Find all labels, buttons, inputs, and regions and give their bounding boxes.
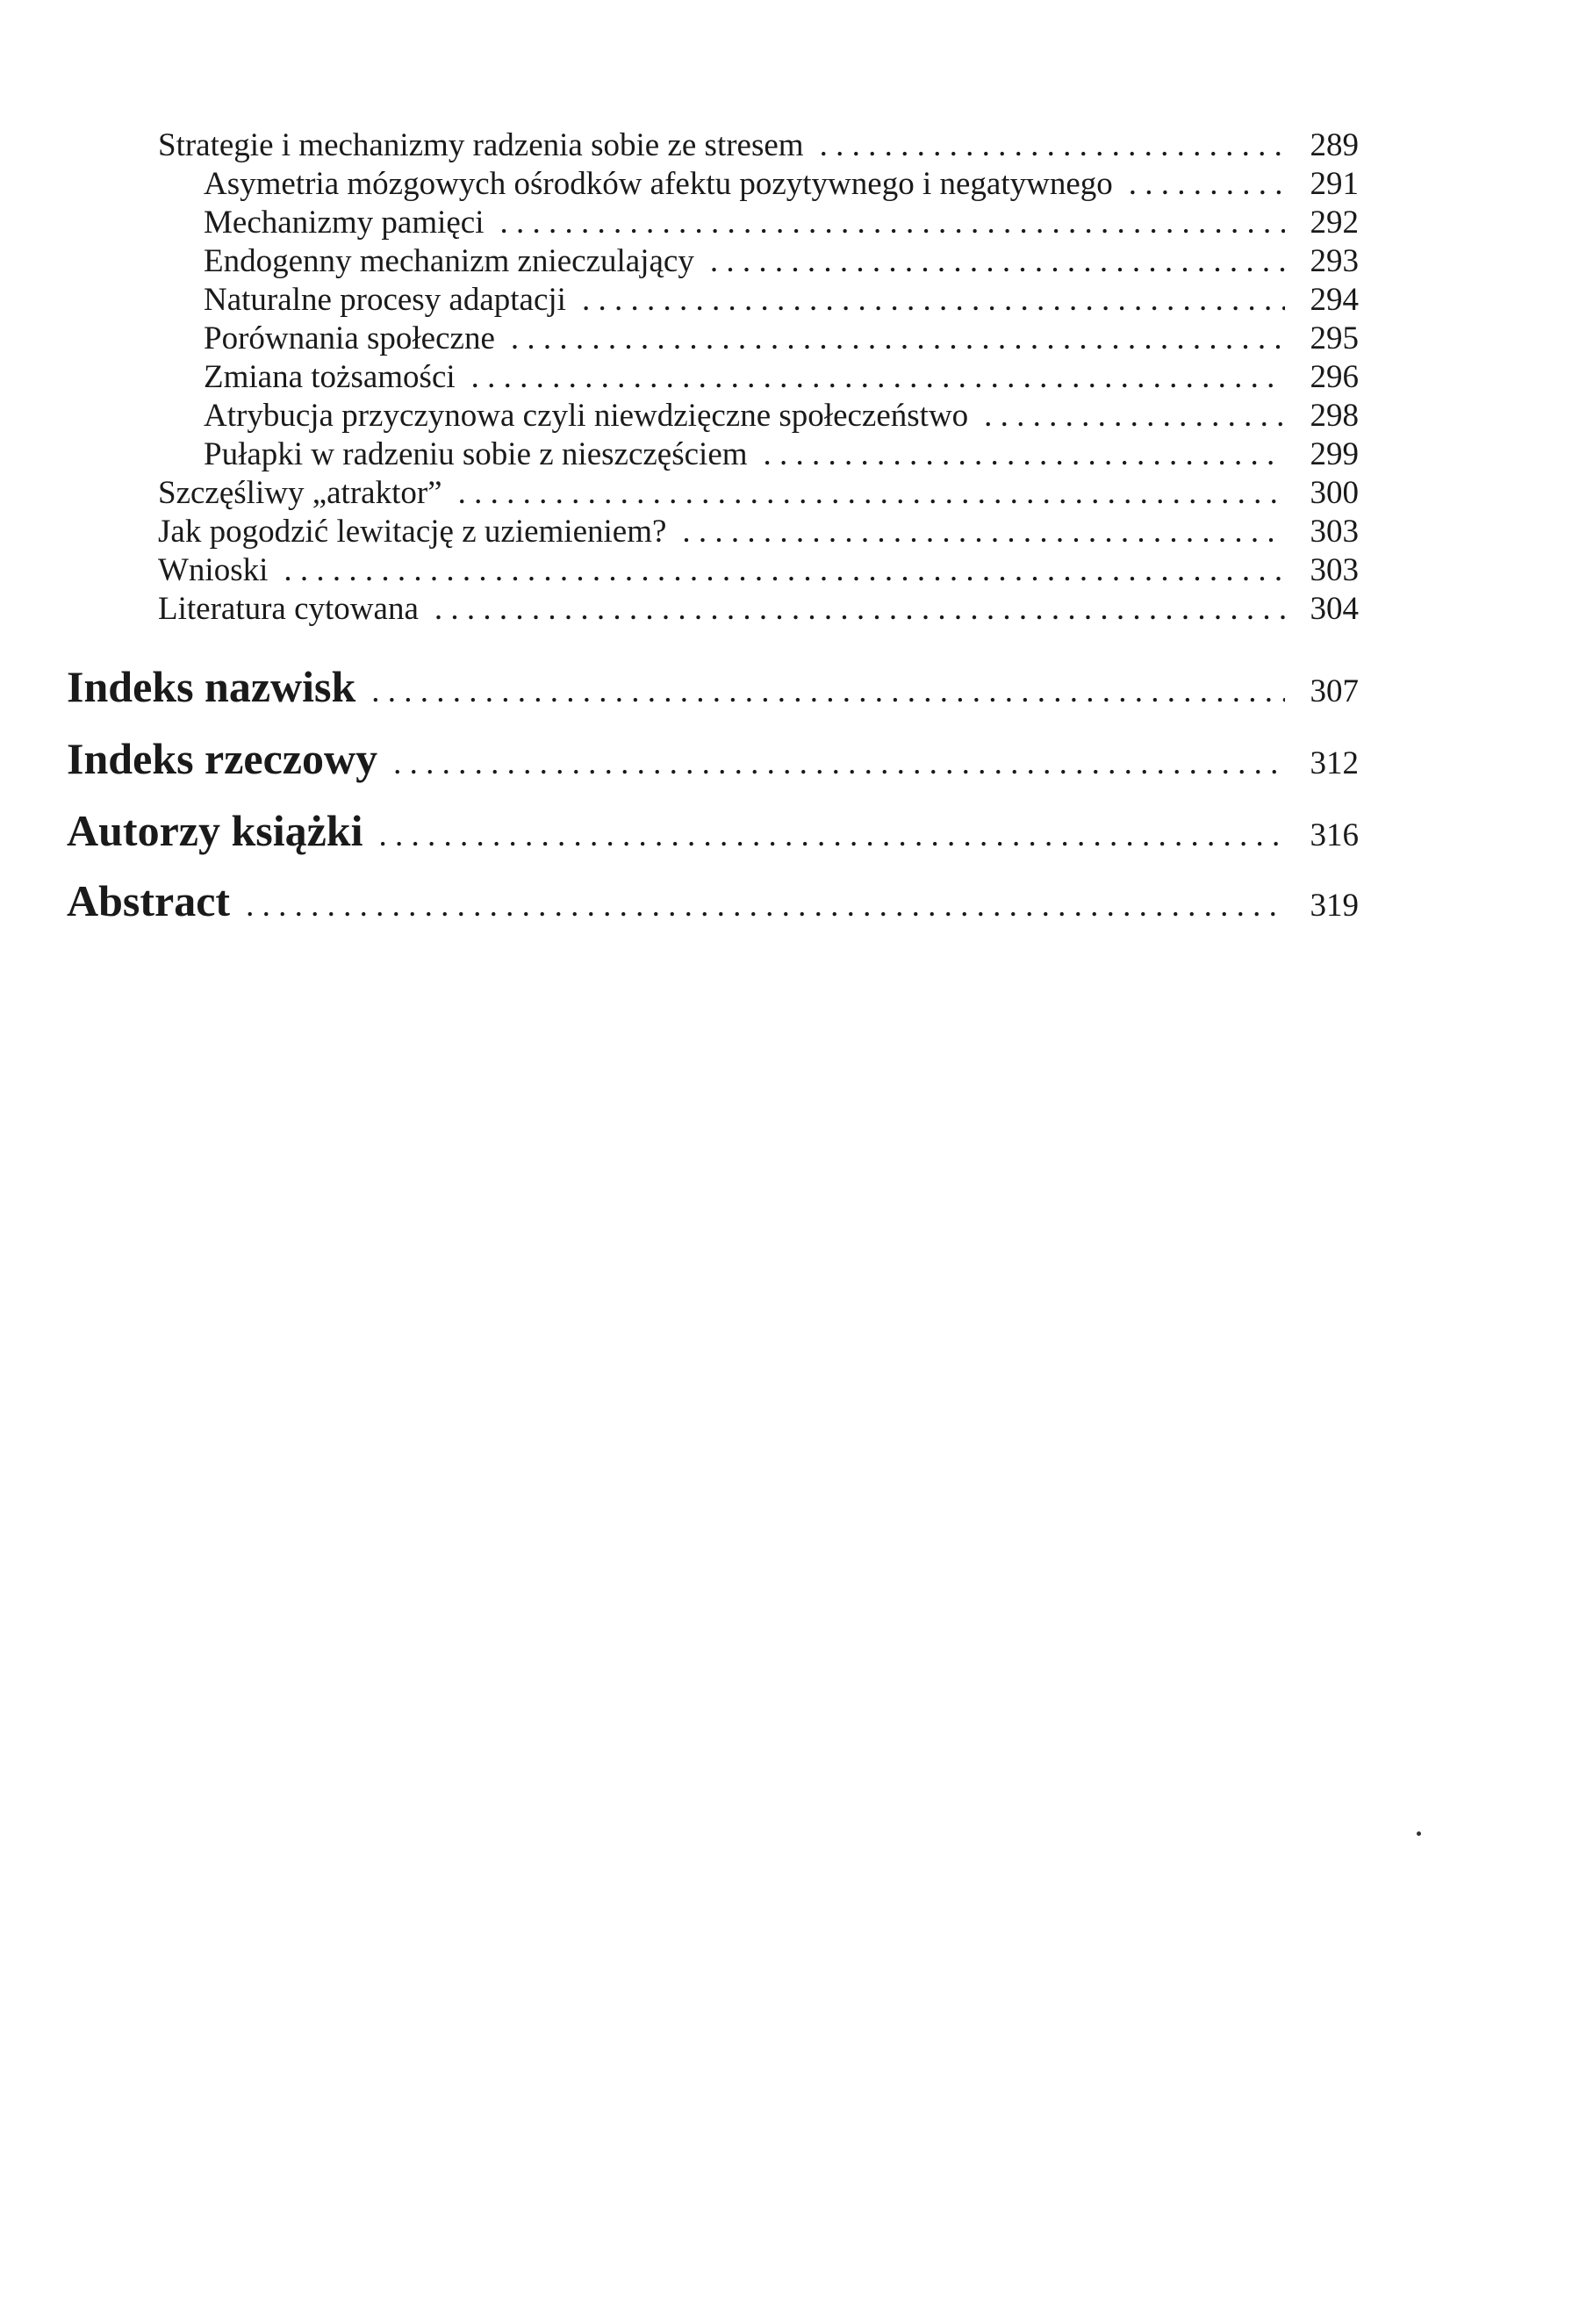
toc-entry-page: 298	[1310, 398, 1359, 434]
toc-entry-page: 289	[1310, 127, 1359, 163]
toc-entry-title: Literatura cytowana	[158, 591, 419, 627]
toc-entry-page: 300	[1310, 475, 1359, 511]
toc-entry-atrybucja[interactable]	[204, 397, 1359, 435]
toc-entry-page: 294	[1310, 282, 1359, 318]
scan-speck	[1417, 1831, 1421, 1836]
toc-entry-endogenny[interactable]	[204, 242, 1359, 281]
dot-leader	[1129, 165, 1285, 204]
toc-entry-title: Endogenny mechanizm znieczulający	[204, 243, 694, 279]
toc-entry-title: Naturalne procesy adaptacji	[204, 282, 566, 318]
toc-entry-page: 293	[1310, 243, 1359, 279]
dot-leader	[582, 281, 1285, 320]
toc-entry-mechanizmy-pamieci[interactable]	[204, 204, 1359, 242]
dot-leader	[434, 590, 1285, 629]
dot-leader	[820, 126, 1285, 165]
toc-entry-title: Strategie i mechanizmy radzenia sobie ze stresem	[158, 127, 804, 163]
toc-entry-title: Zmiana tożsamości	[204, 359, 456, 395]
toc-entry-page: 319	[1310, 888, 1359, 924]
toc-entry-title: Abstract	[67, 876, 231, 925]
dot-leader	[246, 880, 1285, 932]
toc-entry-abstract[interactable]	[67, 874, 1359, 927]
toc-entry-page: 307	[1310, 673, 1359, 709]
dot-leader	[371, 666, 1285, 718]
toc-entry-jak-pogodzic[interactable]	[158, 513, 1359, 551]
dot-leader	[984, 397, 1285, 435]
toc-entry-title: Mechanizmy pamięci	[204, 205, 485, 241]
dot-leader	[710, 242, 1285, 281]
toc-entry-page: 303	[1310, 514, 1359, 550]
toc-entry-title: Indeks rzeczowy	[67, 734, 378, 783]
toc-entry-page: 299	[1310, 436, 1359, 472]
toc-entry-szczesliwy-atraktor[interactable]	[158, 474, 1359, 513]
toc-entry-page: 291	[1310, 166, 1359, 202]
toc-entry-title: Asymetria mózgowych ośrodków afektu pozytywnego i negatywnego	[204, 166, 1113, 202]
toc-entry-title: Atrybucja przyczynowa czyli niewdzięczne społeczeństwo	[204, 398, 969, 434]
dot-leader	[511, 320, 1285, 358]
toc-entry-page: 303	[1310, 552, 1359, 588]
dot-leader	[393, 737, 1285, 790]
toc-entry-asymetria[interactable]	[204, 165, 1359, 204]
toc-entry-wnioski[interactable]	[158, 551, 1359, 590]
toc-entry-page: 296	[1310, 359, 1359, 395]
toc-entry-strategie[interactable]	[158, 126, 1359, 165]
dot-leader	[500, 204, 1285, 242]
dot-leader	[284, 551, 1285, 590]
toc-entry-title: Porównania społeczne	[204, 320, 495, 356]
toc-entry-pulapki[interactable]	[204, 435, 1359, 474]
toc-entry-title: Indeks nazwisk	[67, 662, 356, 711]
toc-entry-indeks-nazwisk[interactable]	[67, 660, 1359, 713]
toc-entry-porownania[interactable]	[204, 320, 1359, 358]
dot-leader	[471, 358, 1285, 397]
toc-entry-title: Wnioski	[158, 552, 269, 588]
toc-entry-page: 292	[1310, 205, 1359, 241]
toc-entry-literatura[interactable]	[158, 590, 1359, 629]
dot-leader	[764, 435, 1285, 474]
toc-entry-zmiana-tozsamosci[interactable]	[204, 358, 1359, 397]
toc-entry-page: 312	[1310, 745, 1359, 781]
dot-leader	[379, 809, 1286, 862]
toc-entry-autorzy-ksiazki[interactable]	[67, 804, 1359, 857]
dot-leader	[458, 474, 1285, 513]
toc-entry-title: Pułapki w radzeniu sobie z nieszczęściem	[204, 436, 748, 472]
toc-entry-page: 316	[1310, 817, 1359, 853]
toc-entry-title: Jak pogodzić lewitację z uziemieniem?	[158, 514, 667, 550]
toc-entry-naturalne-procesy[interactable]	[204, 281, 1359, 320]
toc-entry-page: 295	[1310, 320, 1359, 356]
toc-entry-page: 304	[1310, 591, 1359, 627]
toc-entry-title: Szczęśliwy „atraktor”	[158, 475, 442, 511]
toc-entry-title: Autorzy książki	[67, 806, 363, 855]
toc-entry-indeks-rzeczowy[interactable]	[67, 732, 1359, 785]
dot-leader	[682, 513, 1285, 551]
